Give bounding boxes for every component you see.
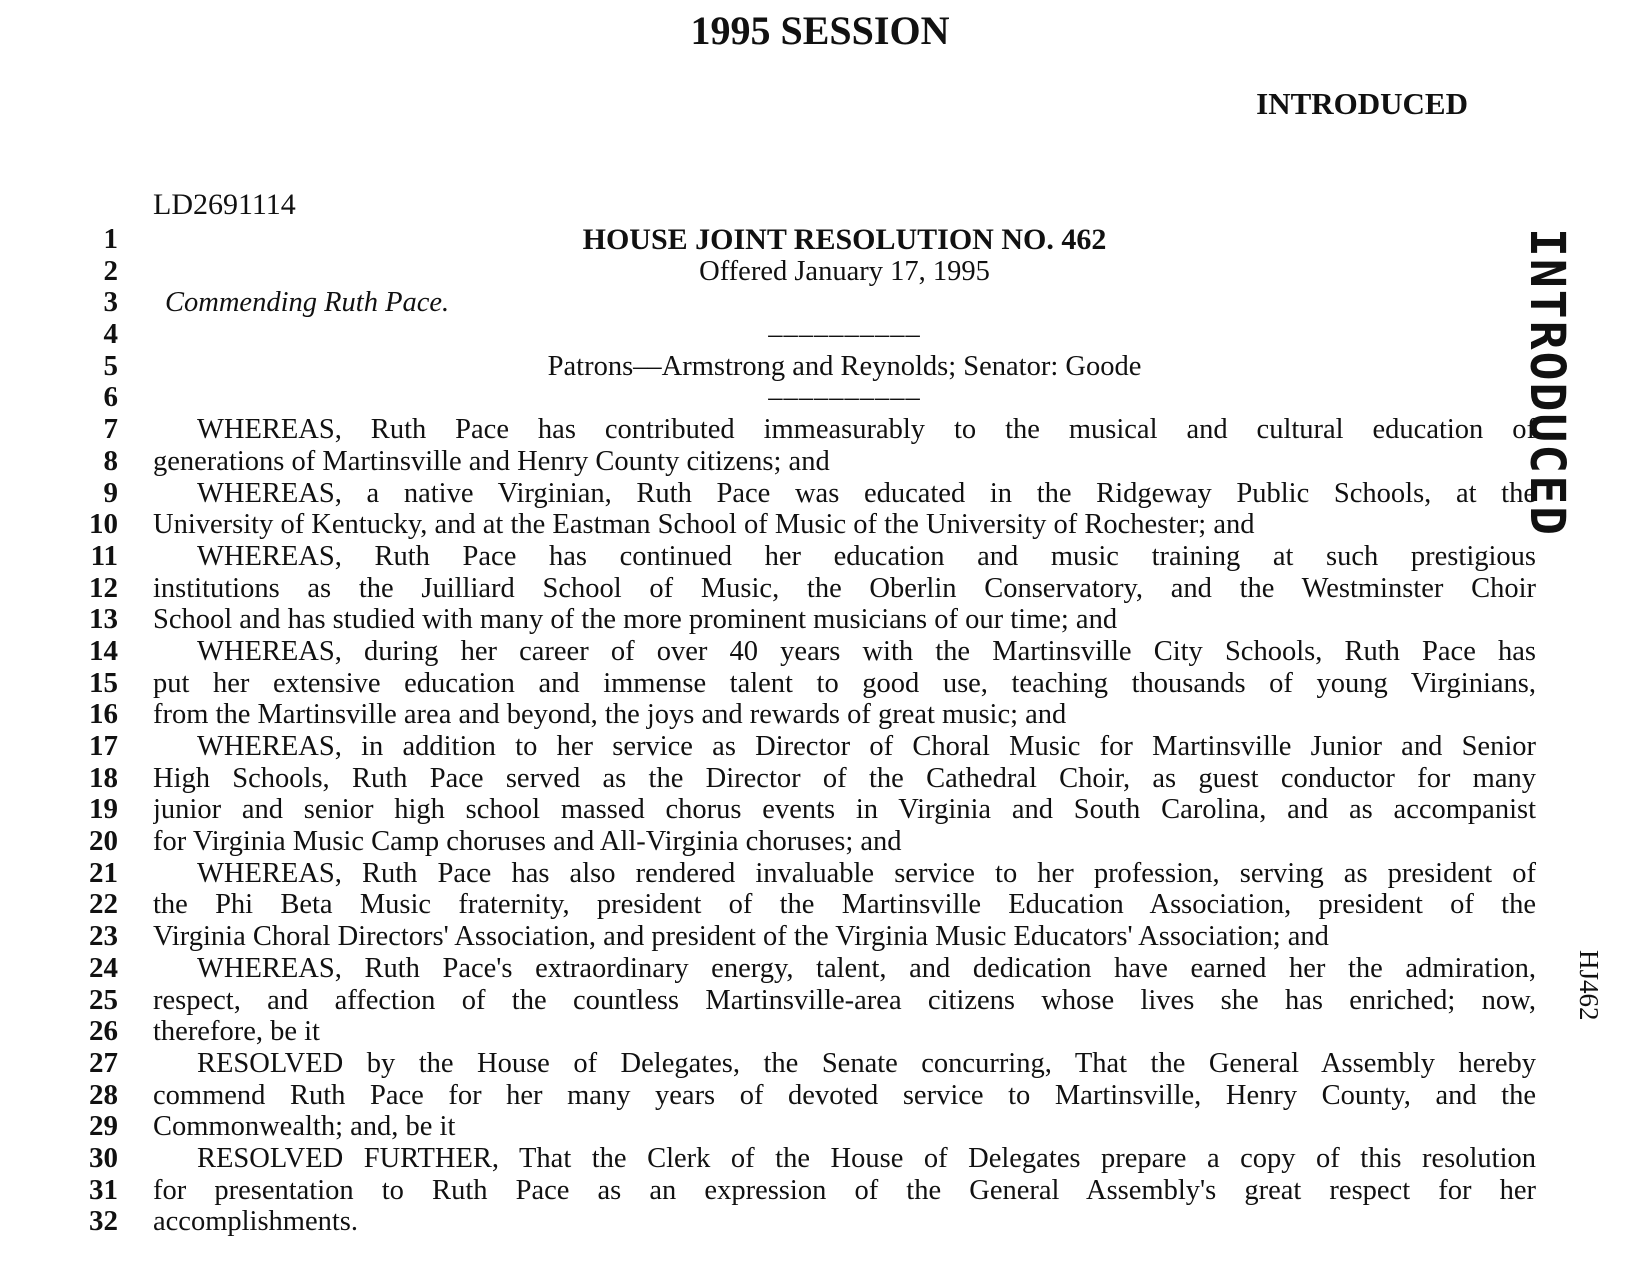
body-text: the Phi Beta Music fraternity, president of the Martinsville Education Association, president of the [153,889,1536,921]
document-line [0,1206,1640,1238]
body-text: RESOLVED by the House of Delegates, the Senate concurring, That the General Assembly hereby [197,1047,1536,1079]
document-line [0,509,1640,541]
ld-number: LD2691114 [153,188,296,221]
document-line [0,604,1640,636]
patrons-line: Patrons––Armstrong and Reynolds; Senator: Goode [547,350,1142,382]
line-number: 1 [103,223,118,255]
document-line [0,287,1640,319]
document-line [0,636,1640,668]
document-line [0,351,1640,383]
document-line [0,446,1640,478]
document-line [0,763,1640,795]
line-number: 32 [89,1205,118,1238]
resolution-title: HOUSE JOINT RESOLUTION NO. 462 [582,224,1107,256]
line-number: 7 [103,413,118,446]
line-number: 22 [89,888,118,921]
line-number: 13 [89,603,118,636]
document-line [0,985,1640,1017]
line-number: 12 [89,571,118,604]
document-line [0,858,1640,890]
body-text: WHEREAS, Ruth Pace's extraordinary energy, talent, and dedication have earned her the admiration, [197,952,1536,984]
document-line [0,1143,1640,1175]
line-number: 5 [103,349,118,382]
document-line [0,224,1640,256]
line-number: 15 [89,666,118,699]
body-text: High Schools, Ruth Pace served as the Director of the Cathedral Choir, as guest conductor for many [153,762,1536,794]
document-line [0,573,1640,605]
line-number: 17 [89,730,118,762]
line-number: 19 [89,793,118,826]
line-number: 31 [89,1173,118,1206]
document-line [0,256,1640,288]
document-line [0,921,1640,953]
document-line [0,1175,1640,1207]
line-number: 6 [103,381,118,414]
rule-text: –––––––––– [768,382,921,414]
document-line [0,953,1640,985]
session-heading: 1995 SESSION [690,8,950,53]
side-status-label: INTRODUCED [1519,228,1575,537]
line-number: 2 [103,254,118,287]
line-number: 24 [89,951,118,984]
body-text: junior and senior high school massed chorus events in Virginia and South Carolina, and as accompanist [153,794,1536,826]
body-text: WHEREAS, Ruth Pace has continued her education and music training at such prestigious [197,540,1536,572]
line-number: 14 [89,634,118,667]
line-number: 28 [89,1078,118,1111]
document-line [0,1048,1640,1080]
document-line [0,1111,1640,1143]
resolution-subject: Commending Ruth Pace. [165,287,450,319]
status-label: INTRODUCED [1256,86,1468,121]
body-text: from the Martinsville area and beyond, the joys and rewards of great music; and [153,699,1067,731]
document-line [0,319,1640,351]
body-text: generations of Martinsville and Henry County citizens; and [153,445,830,477]
body-text: Commonwealth; and, be it [153,1111,456,1143]
body-text: Virginia Choral Directors' Association, and president of the Virginia Music Educators' Association; and [153,921,1329,953]
line-number: 29 [89,1110,118,1143]
body-text: accomplishments. [153,1206,358,1238]
document-line [0,541,1640,573]
body-text: respect, and affection of the countless Martinsville-area citizens whose lives she has enriched; now, [153,984,1536,1016]
separator-rule [153,319,1536,351]
body-text: University of Kentucky, and at the Eastman School of Music of the University of Rochester; and [153,509,1255,541]
document-line [0,1016,1640,1048]
body-text: School and has studied with many of the more prominent musicians of our time; and [153,604,1118,636]
body-text: for Virginia Music Camp choruses and All-Virginia choruses; and [153,826,902,858]
line-number: 23 [89,920,118,953]
line-number: 26 [89,1015,118,1048]
body-text: WHEREAS, a native Virginian, Ruth Pace was educated in the Ridgeway Public Schools, at the [197,477,1536,509]
line-number: 9 [103,476,118,509]
line-number: 11 [90,539,118,572]
line-number: 8 [103,444,118,477]
line-number: 18 [89,761,118,794]
body-text: WHEREAS, during her career of over 40 years with the Martinsville City Schools, Ruth Pace has [197,635,1536,667]
document-line [0,1080,1640,1112]
document-line [0,794,1640,826]
body-text: RESOLVED FURTHER, That the Clerk of the House of Delegates prepare a copy of this resolution [197,1142,1536,1174]
side-bill-id: HJ462 [1574,950,1604,1021]
document-line [0,414,1640,446]
line-number: 25 [89,983,118,1016]
body-text: WHEREAS, in addition to her service as Director of Choral Music for Martinsville Junior and Senior [197,731,1536,762]
body-text: therefore, be it [153,1016,320,1048]
document-line [0,478,1640,510]
resolution-body [0,224,1640,1238]
line-number: 27 [89,1046,118,1079]
document-line [0,731,1640,763]
body-text: for presentation to Ruth Pace as an expression of the General Assembly's great respect for her [153,1174,1536,1206]
document-line [0,668,1640,700]
document-line [0,889,1640,921]
line-number: 3 [103,286,118,319]
body-text: commend Ruth Pace for her many years of devoted service to Martinsville, Henry County, and the [153,1079,1536,1111]
line-number: 10 [89,508,118,541]
line-number: 30 [89,1141,118,1174]
document-line [0,382,1640,414]
body-text: institutions as the Juilliard School of Music, the Oberlin Conservatory, and the Westminster Choir [153,572,1536,604]
document-line [0,826,1640,858]
line-number: 16 [89,698,118,731]
body-text: WHEREAS, Ruth Pace has also rendered invaluable service to her profession, serving as president of [197,857,1536,889]
line-number: 20 [89,825,118,858]
document-line [0,699,1640,731]
rule-text: –––––––––– [768,319,921,351]
line-number: 21 [89,856,118,889]
separator-rule [153,382,1536,414]
body-text: WHEREAS, Ruth Pace has contributed immeasurably to the musical and cultural education of [197,414,1536,446]
offered-date: Offered January 17, 1995 [699,255,990,287]
body-text: put her extensive education and immense talent to good use, teaching thousands of young Virginians, [153,667,1536,699]
line-number: 4 [103,318,118,351]
